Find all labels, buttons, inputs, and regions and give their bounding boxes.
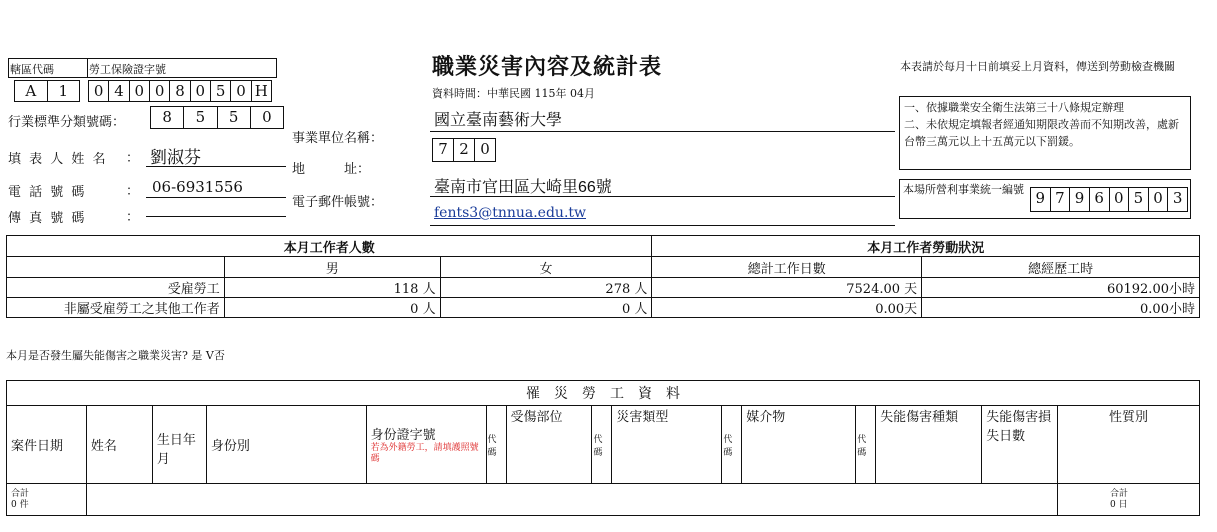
email-link[interactable]: fents3@tnnua.edu.tw — [434, 205, 586, 221]
industry-code-cell: 5 — [218, 107, 251, 128]
col-name: 姓名 — [86, 406, 152, 484]
id-note: 若為外籍勞工，請填護照號碼 — [370, 443, 479, 464]
col-code: 代碼 — [722, 406, 742, 484]
phone-value: 06-6931556 — [152, 178, 243, 196]
table-row — [7, 278, 1200, 298]
email-label: 電子郵件帳號： — [292, 195, 384, 210]
unit-label: 事業單位名稱： — [292, 131, 384, 146]
female-count: 0 人 — [440, 298, 652, 318]
row-label: 受雇勞工 — [7, 278, 225, 298]
unit-name: 國立臺南藝術大學 — [434, 112, 563, 129]
phone-label: 電 話 號 碼 — [8, 185, 87, 200]
fax-colon: ： — [126, 210, 140, 225]
fax-label: 傳 真 號 碼 — [8, 211, 87, 226]
district-code-cell: 1 — [58, 82, 69, 100]
ubn-cell: 9 — [1031, 188, 1051, 211]
insurance-no-cell: 0 — [130, 81, 150, 101]
female-header: 女 — [440, 257, 652, 278]
stats-table — [6, 235, 1200, 318]
ubn-cell: 0 — [1149, 188, 1169, 211]
insurance-no-cell: 0 — [191, 81, 211, 101]
ubn-cells — [1030, 187, 1188, 212]
postal-code-cell: 7 — [433, 139, 454, 161]
postal-code-cells — [432, 138, 496, 162]
notice-text: 本表請於每月十日前填妥上月資料，傳送到勞動檢查機關 — [900, 60, 1175, 73]
unit-underline — [430, 131, 895, 132]
industry-code-cells — [150, 106, 284, 129]
insurance-no-cell: 8 — [170, 81, 190, 101]
days-value: 0.00天 — [652, 298, 922, 318]
disability-question: 本月是否發生屬失能傷害之職業災害? 是 V否 — [6, 349, 225, 362]
injured-title: 罹 災 勞 工 資 料 — [7, 381, 1200, 406]
district-label-box — [8, 58, 88, 78]
male-header: 男 — [224, 257, 440, 278]
hours-value: 0.00小時 — [922, 298, 1200, 318]
email-underline — [430, 225, 895, 226]
data-time: 資料時間：中華民國 115年 04月 — [432, 87, 595, 100]
filler-underline — [146, 166, 286, 167]
ubn-label: 本場所營利事業統一編號 — [903, 183, 1024, 196]
col-id-no: 身份證字號 若為外籍勞工，請填護照號碼 — [366, 406, 486, 484]
col-birth: 生日年月 — [152, 406, 206, 484]
district-code-cells — [14, 80, 80, 102]
industry-code-cell: 5 — [184, 107, 217, 128]
fax-underline — [146, 216, 286, 217]
insurance-no-cell: 0 — [89, 81, 109, 101]
industry-code-cell: 0 — [262, 108, 272, 126]
postal-code-cell: 2 — [454, 139, 475, 161]
insurance-no-cell: 4 — [109, 81, 129, 101]
phone-colon: ： — [126, 184, 140, 199]
filler-name: 劉淑芬 — [150, 148, 201, 167]
insurance-no-cells — [88, 80, 272, 102]
rules-box: 一、依據職業安全衛生法第三十八條規定辦理 二、未依規定填報者經通知期限改善而不知期改善，處新台幣三萬元以上十五萬元以下罰鍰。 — [899, 96, 1191, 170]
total-days-cell: 合計 0 日 — [1057, 484, 1199, 516]
female-count: 278 人 — [440, 278, 652, 298]
insurance-label-box — [87, 58, 277, 78]
industry-code-cell: 8 — [151, 107, 184, 128]
industry-label: 行業標準分類號碼： — [8, 115, 126, 130]
insurance-no-cell: 0 — [150, 81, 170, 101]
ubn-cell: 6 — [1090, 188, 1110, 211]
hours-value: 60192.00小時 — [922, 278, 1200, 298]
ubn-cell: 0 — [1110, 188, 1130, 211]
insurance-label: 勞工保險證字號 — [89, 63, 166, 76]
ubn-cell: 5 — [1129, 188, 1149, 211]
col-disability-type: 失能傷害種類 — [876, 406, 982, 484]
ubn-cell: 9 — [1070, 188, 1090, 211]
total-blank — [86, 484, 1057, 516]
total-days-header: 總計工作日數 — [652, 257, 922, 278]
page-title: 職業災害內容及統計表 — [432, 54, 663, 80]
blank-cell — [7, 257, 225, 278]
workers-title: 本月工作者人數 — [7, 236, 652, 257]
col-code: 代碼 — [856, 406, 876, 484]
filler-colon: ： — [126, 151, 140, 166]
postal-code-cell: 0 — [480, 140, 490, 158]
col-disaster-type: 災害類型 — [612, 406, 722, 484]
col-code: 代碼 — [592, 406, 612, 484]
days-value: 7524.00 天 — [652, 278, 922, 298]
col-code: 代碼 — [486, 406, 506, 484]
row-label: 非屬受雇勞工之其他工作者 — [7, 298, 225, 318]
ubn-cell: 3 — [1172, 189, 1183, 207]
total-hours-header: 總經歷工時 — [922, 257, 1200, 278]
address-underline — [430, 196, 895, 197]
male-count: 0 人 — [224, 298, 440, 318]
address-value: 臺南市官田區大崎里66號 — [434, 179, 612, 196]
insurance-no-cell: 5 — [211, 81, 231, 101]
labor-title: 本月工作者勞動狀況 — [652, 236, 1200, 257]
table-row — [7, 298, 1200, 318]
col-injury-part: 受傷部位 — [506, 406, 592, 484]
col-gender: 性質別 — [1057, 406, 1199, 484]
col-medium: 媒介物 — [742, 406, 856, 484]
district-code-label: 轄區代碼 — [10, 63, 54, 76]
col-date: 案件日期 — [7, 406, 87, 484]
col-identity: 身份別 — [206, 406, 366, 484]
phone-underline — [146, 197, 286, 198]
total-count-cell: 合計 0 件 — [7, 484, 87, 516]
col-lost-days: 失能傷害損失日數 — [982, 406, 1058, 484]
insurance-no-cell: 0 — [231, 81, 251, 101]
insurance-no-cell: H — [254, 82, 268, 100]
injured-table — [6, 380, 1200, 516]
district-code-cell: A — [15, 81, 48, 101]
filler-label: 填 表 人 姓 名 — [8, 152, 108, 167]
address-label: 地 址： — [292, 162, 371, 177]
male-count: 118 人 — [224, 278, 440, 298]
ubn-cell: 7 — [1051, 188, 1071, 211]
